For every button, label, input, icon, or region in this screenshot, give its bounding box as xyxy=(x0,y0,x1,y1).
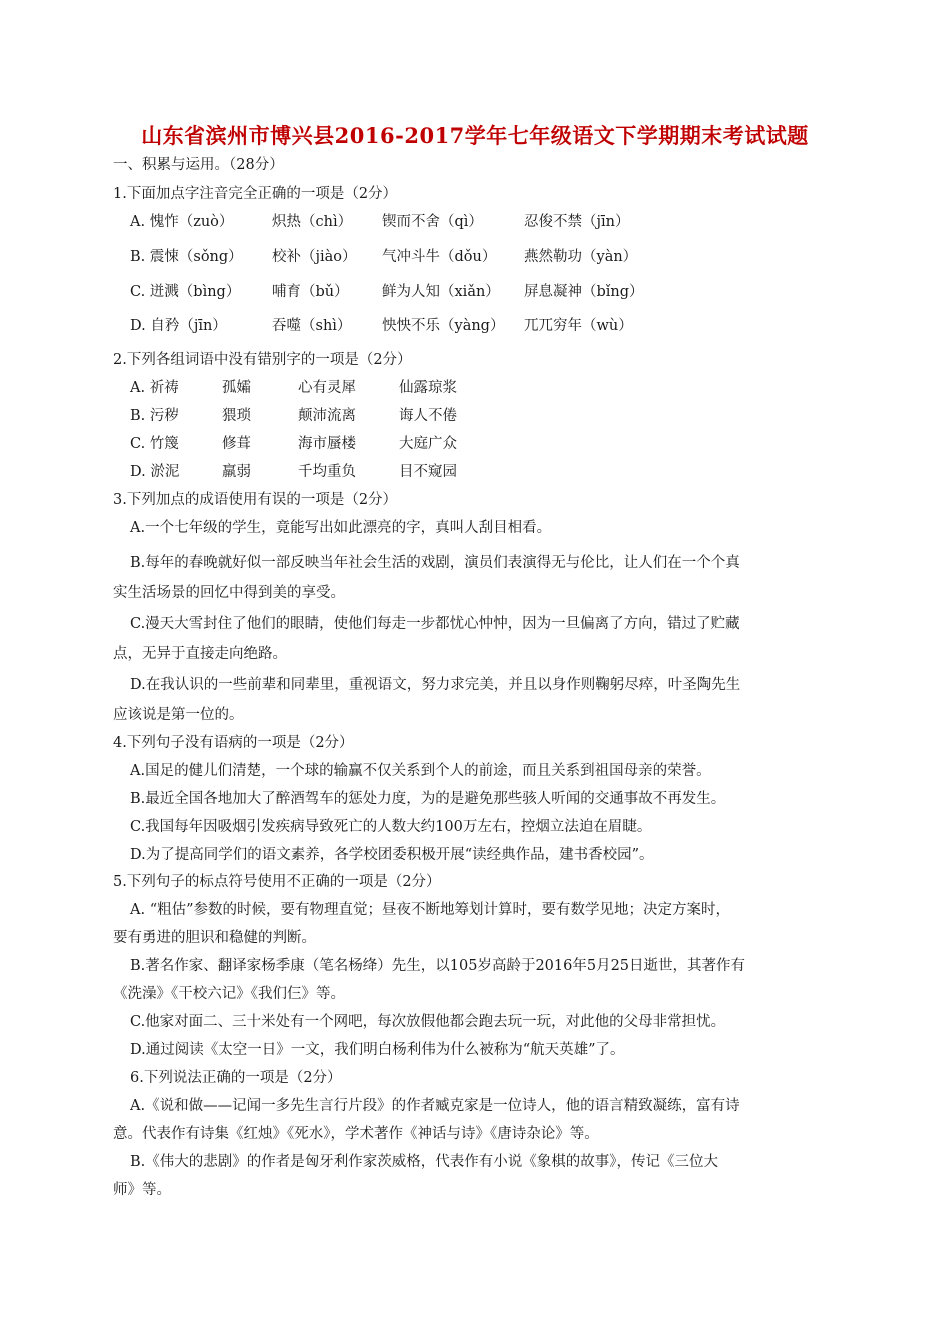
q5-option-a-line1: A. “粗估”参数的时候，要有物理直觉；昼夜不断地筹划计算时，要有数学见地；决定方案时， xyxy=(130,902,731,918)
q6-option-b-line2: 师》等。 xyxy=(113,1182,171,1198)
q1-option-b-1: B. 震悚（sǒng） xyxy=(130,249,243,265)
q6-option-a-line1: A.《说和做——记闻一多先生言行片段》的作者臧克家是一位诗人，他的语言精致凝练，富有诗 xyxy=(130,1098,740,1114)
q2-option-c-4: 大庭广众 xyxy=(399,436,457,452)
q2-option-a-4: 仙露琼浆 xyxy=(399,380,457,396)
q1-option-d-3: 怏怏不乐（yàng） xyxy=(382,318,505,334)
q1-option-a-1: A. 愧怍（zuò） xyxy=(130,214,234,230)
q2-option-d-4: 目不窥园 xyxy=(399,464,457,480)
q5-stem: 5.下列句子的标点符号使用不正确的一项是（2分） xyxy=(113,874,441,890)
q2-option-a-2: 孤孀 xyxy=(222,380,251,396)
q3-option-d-line2: 应该说是第一位的。 xyxy=(113,707,244,723)
q2-option-d-2: 羸弱 xyxy=(222,464,251,480)
q4-option-c: C.我国每年因吸烟引发疾病导致死亡的人数大约100万左右，控烟立法迫在眉睫。 xyxy=(130,819,652,835)
q4-stem: 4.下列句子没有语病的一项是（2分） xyxy=(113,735,354,751)
q2-option-b-3: 颠沛流离 xyxy=(298,408,356,424)
q3-option-c-line2: 点，无异于直接走向绝路。 xyxy=(113,646,287,662)
q2-option-a-3: 心有灵犀 xyxy=(298,380,356,396)
q1-option-c-2: 哺育（bǔ） xyxy=(272,284,349,300)
q6-option-b-line1: B.《伟大的悲剧》的作者是匈牙利作家茨威格，代表作有小说《象棋的故事》，传记《三位大 xyxy=(130,1154,719,1170)
q2-option-b-1: B. 污秽 xyxy=(130,408,179,424)
q1-option-b-3: 气冲斗牛（dǒu） xyxy=(382,249,497,265)
q3-option-b-line2: 实生活场景的回忆中得到美的享受。 xyxy=(113,585,345,601)
q5-option-d: D.通过阅读《太空一日》一文，我们明白杨利伟为什么被称为“航天英雄”了。 xyxy=(130,1042,625,1058)
q4-option-a: A.国足的健儿们清楚，一个球的输赢不仅关系到个人的前途，而且关系到祖国母亲的荣誉。 xyxy=(130,763,711,779)
q2-option-c-3: 海市蜃楼 xyxy=(298,436,356,452)
q5-option-b-line1: B.著名作家、翻译家杨季康（笔名杨绛）先生，以105岁高龄于2016年5月25日逝世，其著作有 xyxy=(130,958,746,974)
q3-option-a: A.一个七年级的学生，竟能写出如此漂亮的字，真叫人刮目相看。 xyxy=(130,520,552,536)
q1-option-a-3: 锲而不舍（qì） xyxy=(382,214,483,230)
q2-stem: 2.下列各组词语中没有错别字的一项是（2分） xyxy=(113,352,412,368)
q3-stem: 3.下列加点的成语使用有误的一项是（2分） xyxy=(113,492,398,508)
q1-option-d-1: D. 自矜（jīn） xyxy=(130,318,227,334)
q1-stem: 1.下面加点字注音完全正确的一项是（2分） xyxy=(113,186,398,202)
q1-option-a-2: 炽热（chì） xyxy=(272,214,353,230)
q4-option-d: D.为了提高同学们的语文素养，各学校团委积极开展“读经典作品，建书香校园”。 xyxy=(130,847,654,863)
q4-option-b: B.最近全国各地加大了醉酒驾车的惩处力度，为的是避免那些骇人听闻的交通事故不再发生。 xyxy=(130,791,726,807)
q3-option-b-line1: B.每年的春晚就好似一部反映当年社会生活的戏剧，演员们表演得无与伦比，让人们在一个个真 xyxy=(130,555,740,571)
q2-option-b-2: 猥琐 xyxy=(222,408,251,424)
q5-option-b-line2: 《洗澡》《干校六记》《我们仨》等。 xyxy=(113,986,345,1002)
q3-option-c-line1: C.漫天大雪封住了他们的眼睛，使他们每走一步都忧心忡忡，因为一旦偏离了方向，错过了贮藏 xyxy=(130,616,740,632)
q1-option-c-1: C. 迸溅（bìng） xyxy=(130,284,241,300)
exam-title: 山东省滨州市博兴县2016-2017学年七年级语文下学期期末考试试题 xyxy=(141,123,809,148)
q2-option-b-4: 诲人不倦 xyxy=(399,408,457,424)
q3-option-d-line1: D.在我认识的一些前辈和同辈里，重视语文，努力求完美，并且以身作则鞠躬尽瘁，叶圣陶先生 xyxy=(130,677,741,693)
q5-option-a-line2: 要有勇进的胆识和稳健的判断。 xyxy=(113,930,316,946)
q1-option-d-4: 兀兀穷年（wù） xyxy=(524,318,633,334)
section-heading: 一、积累与运用。（28分） xyxy=(113,157,284,173)
q1-option-b-4: 燕然勒功（yàn） xyxy=(524,249,638,265)
q1-option-c-4: 屏息凝神（bǐng） xyxy=(524,284,644,300)
q1-option-b-2: 校补（jiào） xyxy=(272,249,357,265)
q2-option-d-1: D. 淤泥 xyxy=(130,464,180,480)
q2-option-d-3: 千均重负 xyxy=(298,464,356,480)
q1-option-d-2: 吞噬（shì） xyxy=(272,318,352,334)
q6-stem: 6.下列说法正确的一项是（2分） xyxy=(130,1070,342,1086)
q2-option-c-2: 修葺 xyxy=(222,436,251,452)
q1-option-c-3: 鲜为人知（xiǎn） xyxy=(382,284,500,300)
q2-option-a-1: A. 祈祷 xyxy=(130,380,179,396)
q6-option-a-line2: 意。代表作有诗集《红烛》《死水》，学术著作《神话与诗》《唐诗杂论》等。 xyxy=(113,1126,599,1142)
q1-option-a-4: 忍俊不禁（jīn） xyxy=(524,214,630,230)
q5-option-c: C.他家对面二、三十米处有一个网吧，每次放假他都会跑去玩一玩，对此他的父母非常担忧。 xyxy=(130,1014,726,1030)
q2-option-c-1: C. 竹篾 xyxy=(130,436,179,452)
